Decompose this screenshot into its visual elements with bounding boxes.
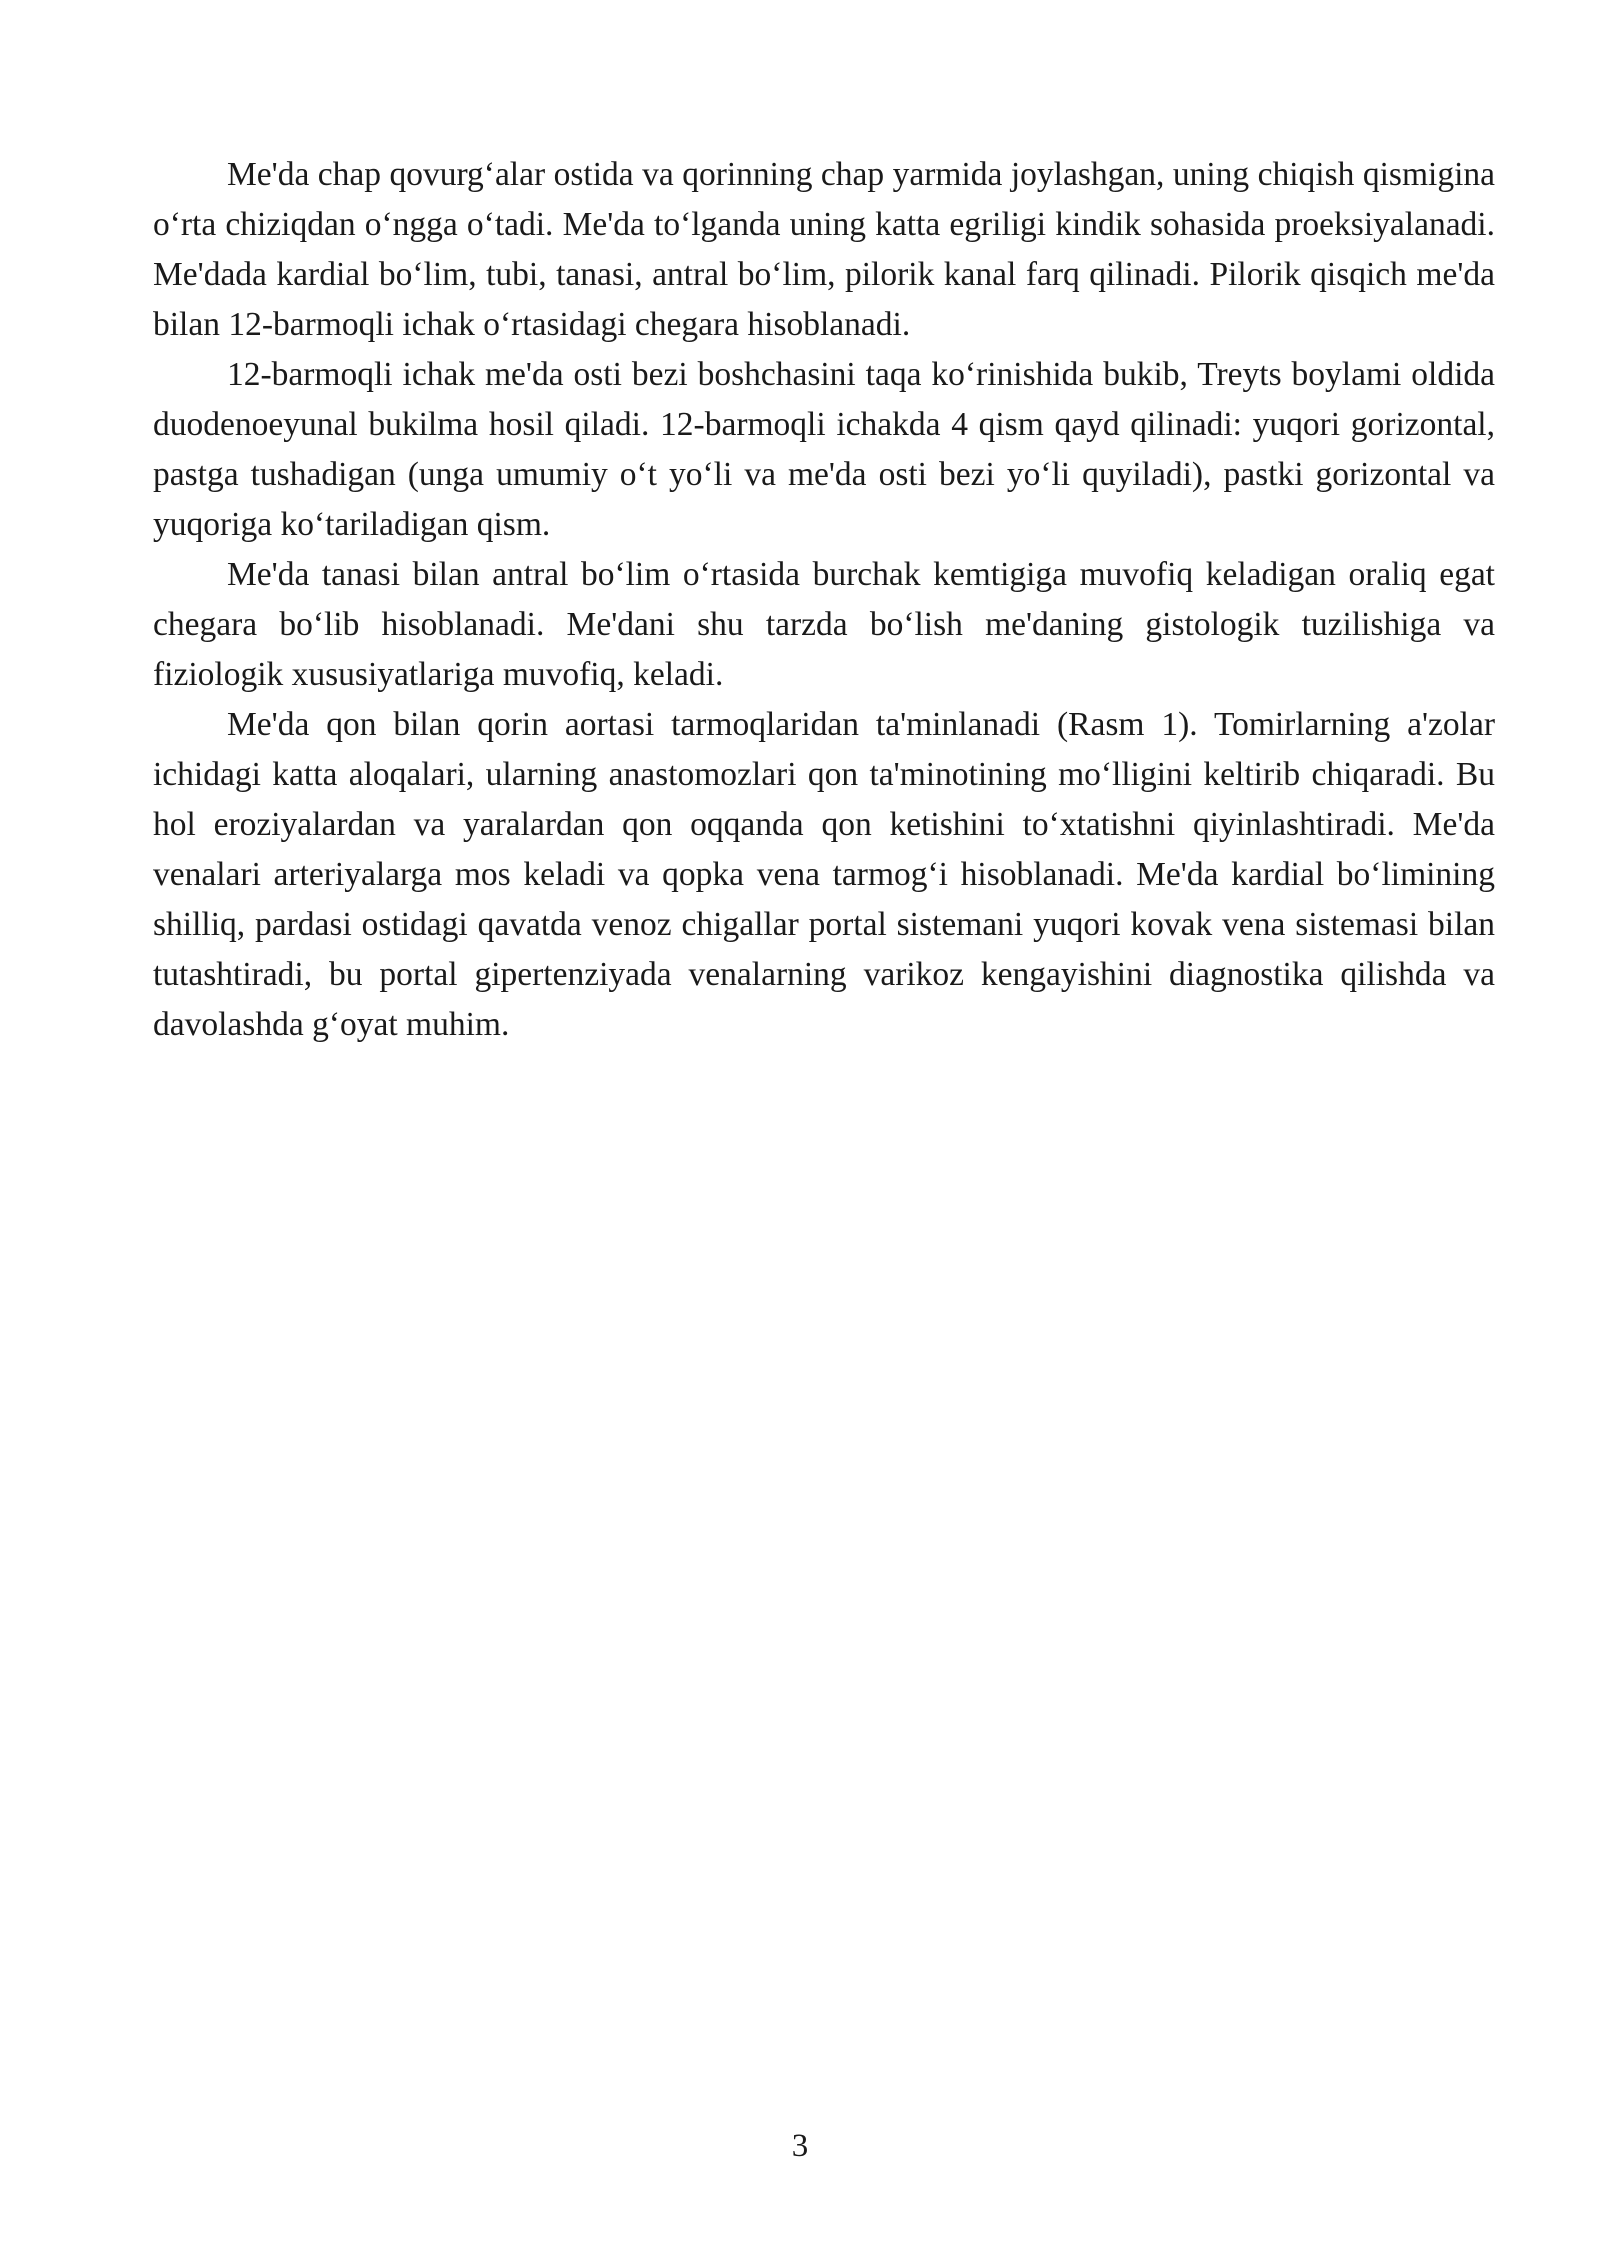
body-text <box>153 150 1495 1050</box>
paragraph-stomach-location: Me'da chap qovurg‘alar ostida va qorinning chap yarmida joylashgan, uning chiqish qismigina o‘rta chiziqdan o‘ngga o‘tadi. Me'da to‘lganda uning katta egriligi kindik sohasida proeksiyalanadi. Me'dada kardial bo‘lim, tubi, tanasi, antral bo‘lim, pilorik kanal farq qilinadi. Pilorik qisqich me'da bilan 12-barmoqli ichak o‘rtasidagi chegara hisoblanadi. <box>153 156 1495 343</box>
paragraph-blood-supply: Me'da qon bilan qorin aortasi tarmoqlaridan ta'minlanadi (Rasm 1). Tomirlarning a'zolar ichidagi katta aloqalari, ularning anastomozlari qon ta'minotining mo‘lligini keltirib chiqaradi. Bu hol eroziyalardan va yaralardan qon oqqanda qon ketishini to‘xtatishni qiyinlashtiradi. Me'da venalari arteriyalarga mos keladi va qopka vena tarmog‘i hisoblanadi. Me'da kardial bo‘limining shilliq, pardasi ostidagi qavatda venoz chigallar portal sistemani yuqori kovak vena sistemasi bilan tutashtiradi, bu portal gipertenziyada venalarning varikoz kengayishini diagnostika qilishda va davolashda g‘oyat muhim. <box>153 706 1495 1043</box>
page-number: 3 <box>791 2128 809 2164</box>
paragraph-intermediate-groove: Me'da tanasi bilan antral bo‘lim o‘rtasida burchak kemtigiga muvofiq keladigan oraliq egat chegara bo‘lib hisoblanadi. Me'dani shu tarzda bo‘lish me'daning gistologik tuzilishiga va fiziologik xususiyatlariga muvofiq, keladi. <box>153 556 1495 693</box>
paragraph-duodenum: 12-barmoqli ichak me'da osti bezi boshchasini taqa ko‘rinishida bukib, Treyts boylami oldida duodenoeyunal bukilma hosil qiladi. 12-barmoqli ichakda 4 qism qayd qilinadi: yuqori gorizontal, pastga tushadigan (unga umumiy o‘t yo‘li va me'da osti bezi yo‘li quyiladi), pastki gorizontal va yuqoriga ko‘tariladigan qism. <box>153 356 1495 543</box>
